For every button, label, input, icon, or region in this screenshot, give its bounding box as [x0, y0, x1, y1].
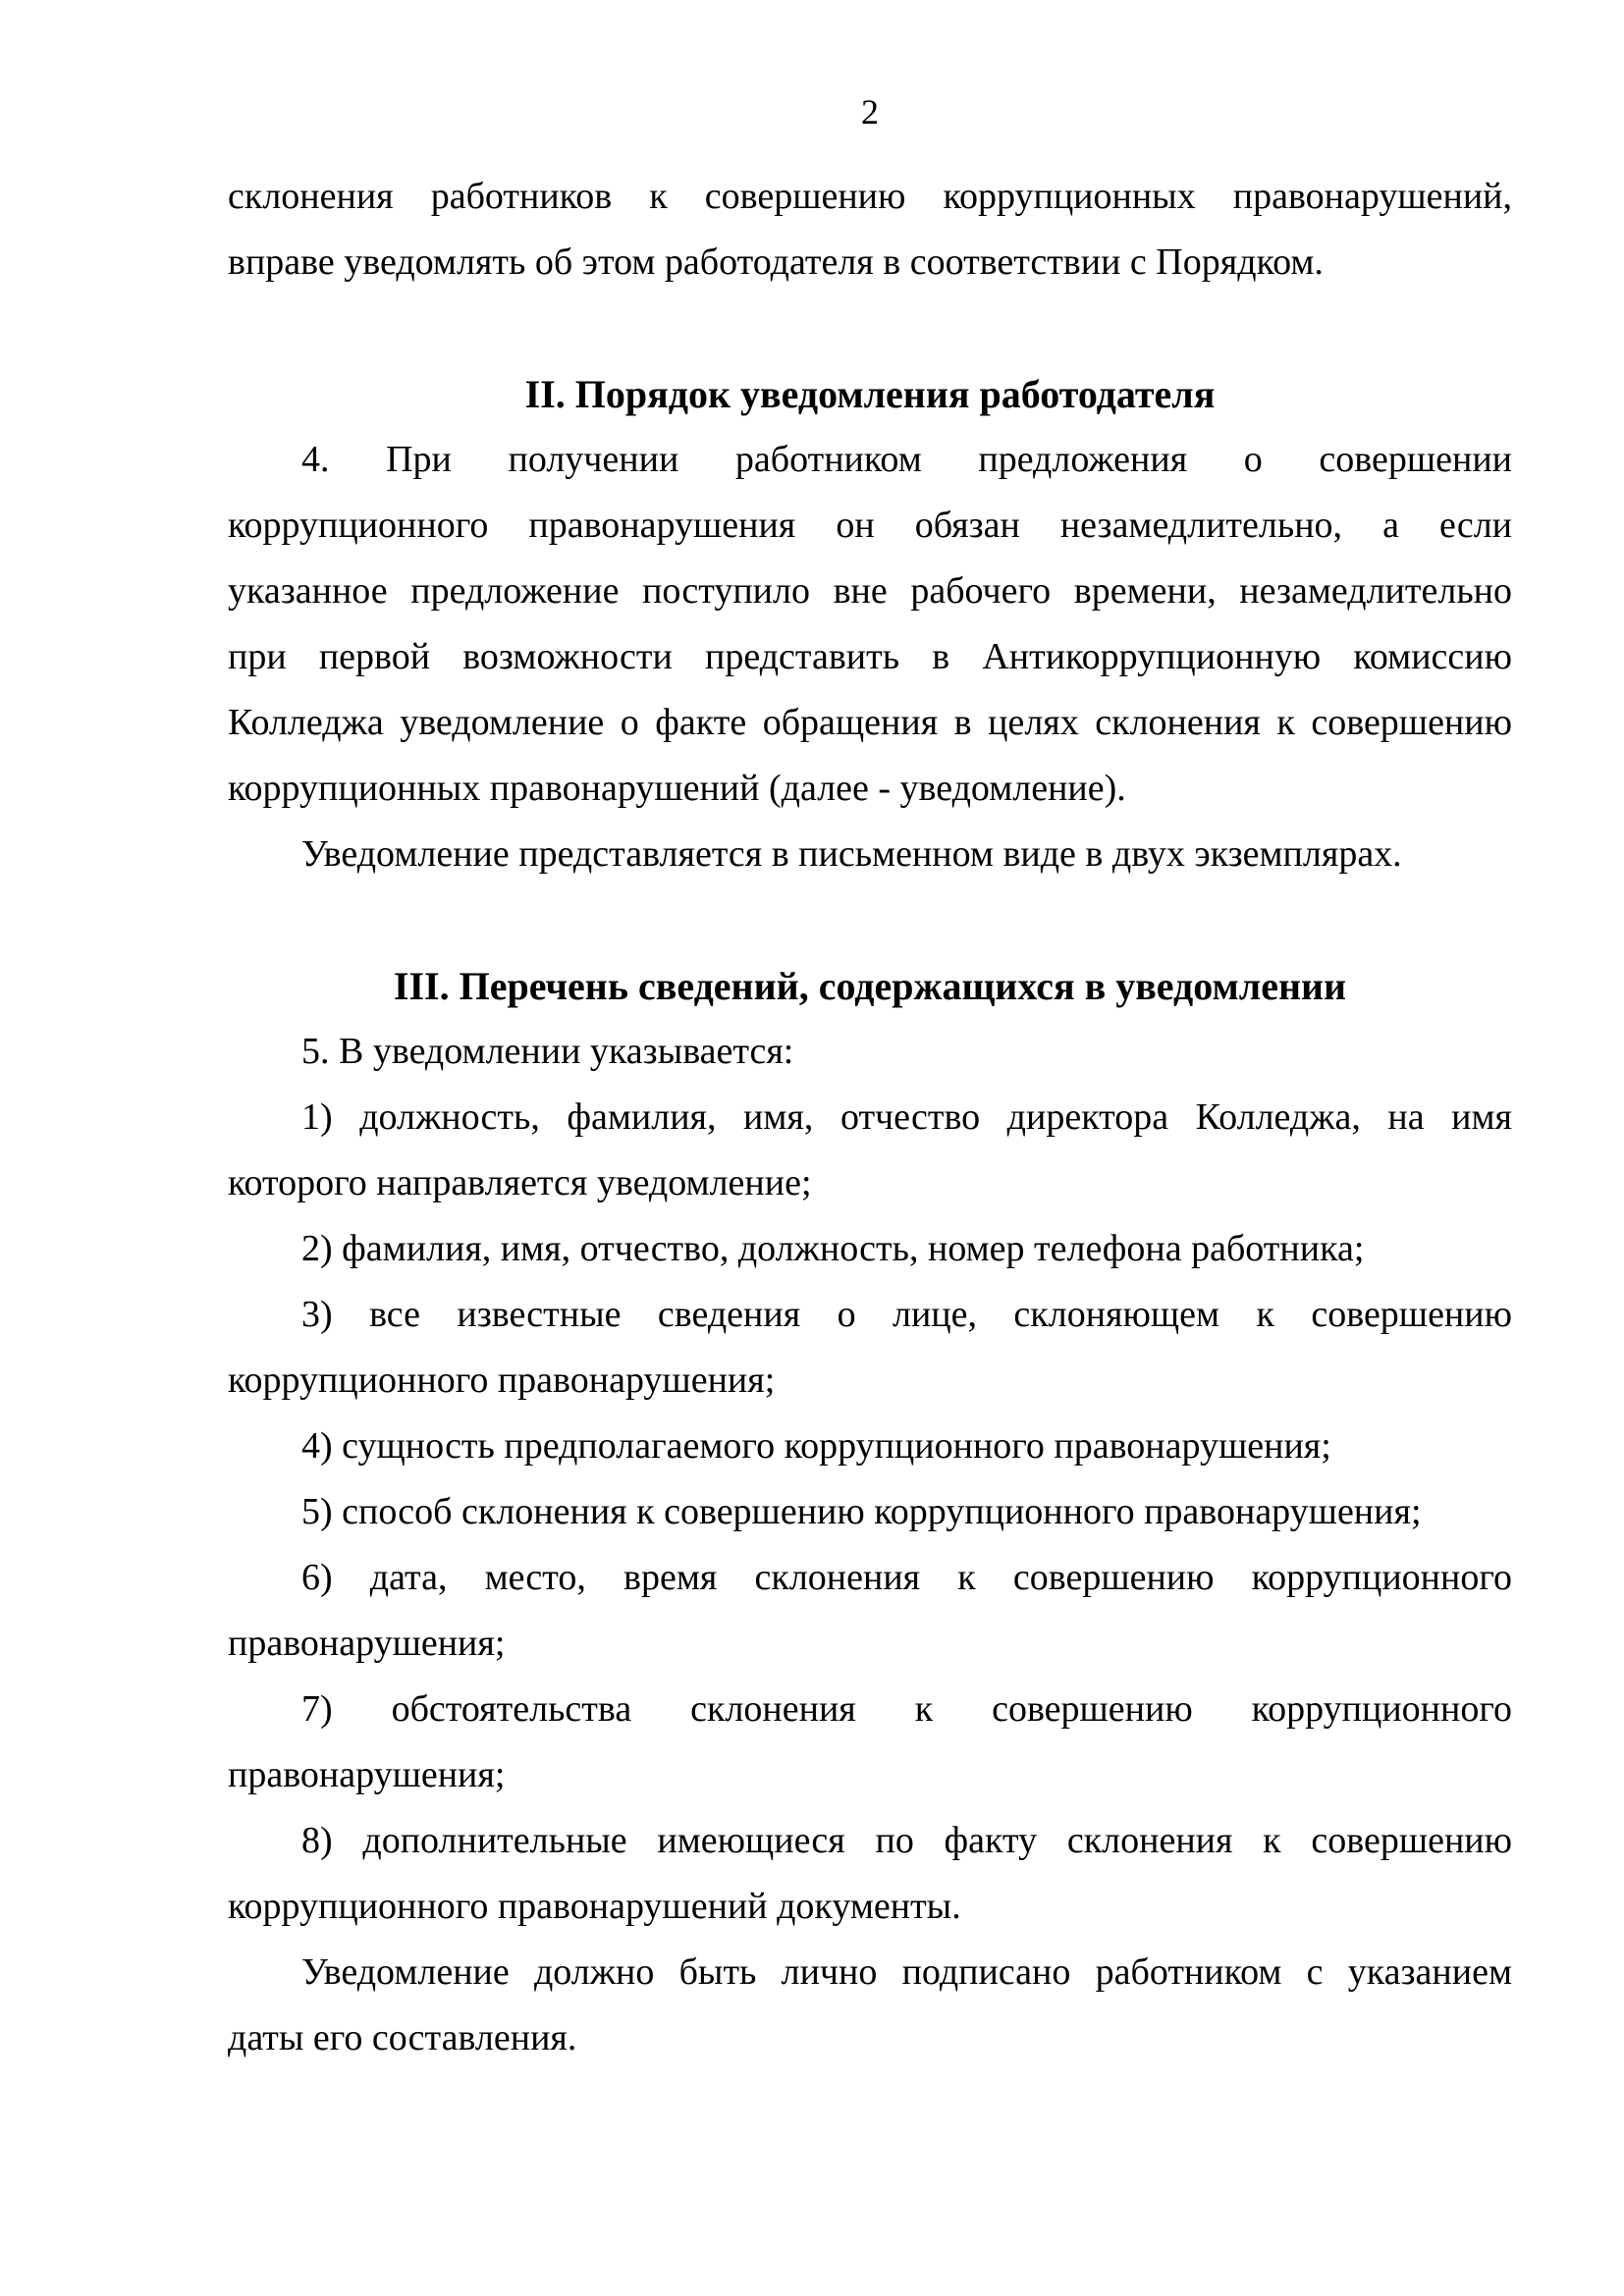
written-form-paragraph-line: Уведомление представляется в письменном виде в двух экземплярах. — [301, 833, 1402, 875]
list-item-8-line: коррупционного правонарушений документы. — [228, 1886, 961, 1927]
list-item-5-line: 5) способ склонения к совершению коррупционного правонарушения; — [301, 1491, 1422, 1532]
clause-4-line: указанное предложение поступило вне рабочего времени, незамедлительно — [228, 570, 1512, 612]
section-ii-heading: II. Порядок уведомления работодателя — [524, 372, 1216, 416]
list-item-3-line: 3) все известные сведения о лице, склоняющем к совершению — [301, 1294, 1512, 1335]
section-iii-heading: III. Перечень сведений, содержащихся в уведомлении — [393, 964, 1347, 1008]
list-item-8-line: 8) дополнительные имеющиеся по факту склонения к совершению — [301, 1820, 1512, 1861]
page-number: 2 — [861, 92, 879, 132]
document-body — [228, 164, 1512, 2071]
continuation-paragraph-line: вправе уведомлять об этом работодателя в соответствии с Порядком. — [228, 241, 1324, 283]
clause-4-line: коррупционных правонарушений (далее - уведомление). — [228, 768, 1126, 809]
clause-4-line: коррупционного правонарушения он обязан незамедлительно, а если — [228, 505, 1512, 546]
closing-paragraph-line: Уведомление должно быть лично подписано работником с указанием — [301, 1951, 1512, 1993]
list-item-7-line: 7) обстоятельства склонения к совершению коррупционного — [301, 1688, 1512, 1730]
list-item-7-line: правонарушения; — [228, 1754, 506, 1795]
list-item-6-line: правонарушения; — [228, 1623, 506, 1664]
continuation-paragraph-line: склонения работников к совершению коррупционных правонарушений, — [228, 176, 1512, 217]
list-item-4-line: 4) сущность предполагаемого коррупционного правонарушения; — [301, 1425, 1331, 1467]
clause-4-line: 4. При получении работником предложения о совершении — [301, 439, 1512, 480]
list-item-1-line: 1) должность, фамилия, имя, отчество директора Колледжа, на имя — [301, 1096, 1512, 1138]
list-item-1-line: которого направляется уведомление; — [228, 1162, 812, 1203]
list-item-2-line: 2) фамилия, имя, отчество, должность, номер телефона работника; — [301, 1228, 1365, 1269]
closing-paragraph-line: даты его составления. — [228, 2017, 577, 2058]
list-item-6-line: 6) дата, место, время склонения к совершению коррупционного — [301, 1557, 1512, 1598]
clause-5-intro-line: 5. В уведомлении указывается: — [301, 1031, 794, 1072]
clause-4-line: при первой возможности представить в Антикоррупционную комиссию — [228, 636, 1512, 677]
clause-4-line: Колледжа уведомление о факте обращения в целях склонения к совершению — [228, 702, 1512, 743]
list-item-3-line: коррупционного правонарушения; — [228, 1360, 776, 1401]
